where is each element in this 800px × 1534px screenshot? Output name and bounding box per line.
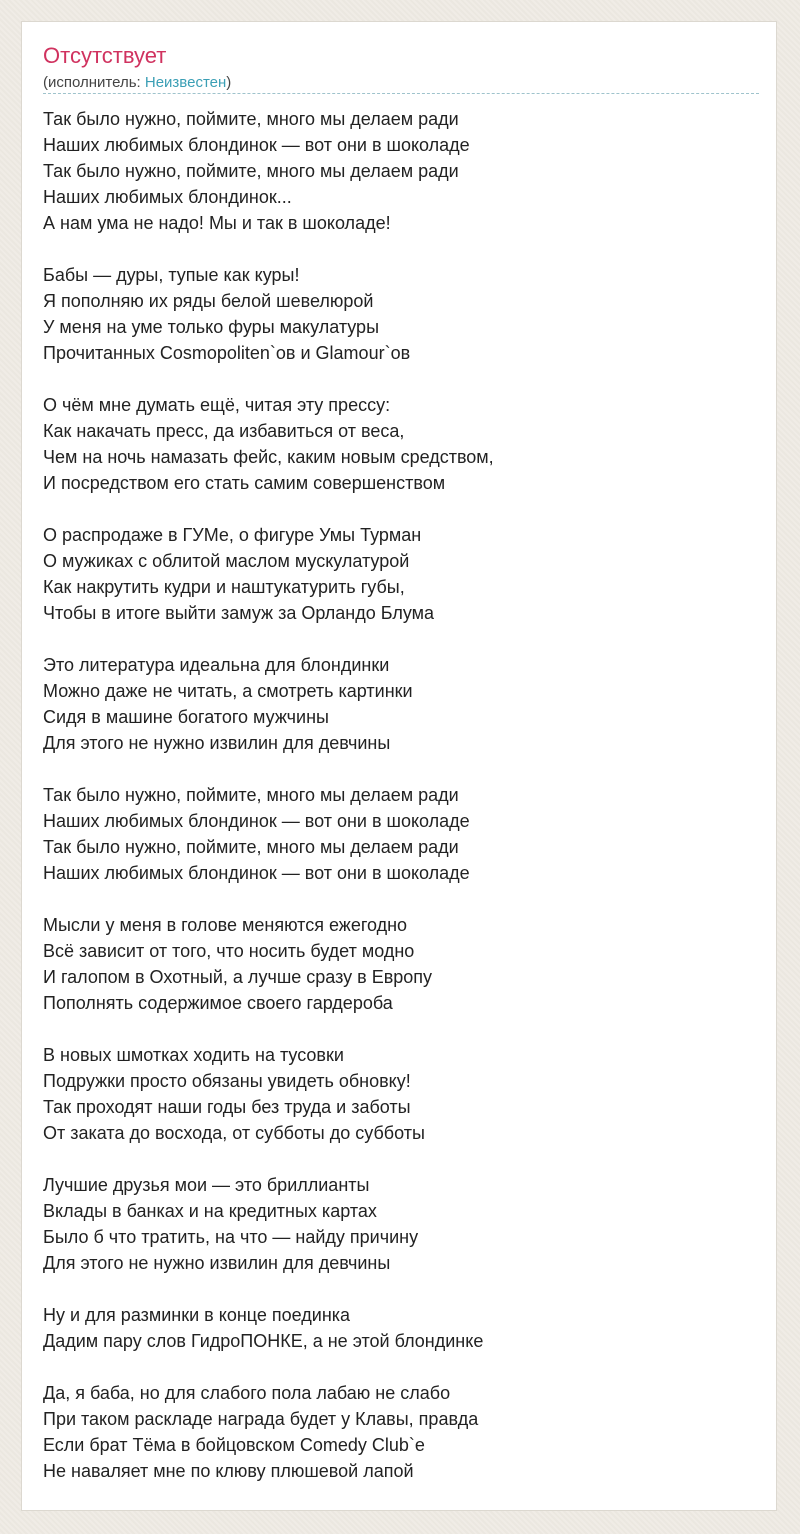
lyrics-line: О мужиках с облитой маслом мускулатурой <box>43 551 410 571</box>
lyrics-stanza <box>43 1302 759 1354</box>
lyrics-line: Пополнять содержимое своего гардероба <box>43 993 393 1013</box>
lyrics-line: Вклады в банках и на кредитных картах <box>43 1201 377 1221</box>
artist-suffix: ) <box>226 74 232 91</box>
lyrics-line: Не наваляет мне по клюву плюшевой лапой <box>43 1461 414 1481</box>
lyrics-line: От заката до восхода, от субботы до субботы <box>43 1123 425 1143</box>
lyrics-card <box>21 21 777 1511</box>
lyrics-line: Всё зависит от того, что носить будет модно <box>43 941 415 961</box>
artist-link[interactable]: Неизвестен <box>144 74 227 91</box>
lyrics-line: Я пополняю их ряды белой шевелюрой <box>43 291 374 311</box>
lyrics-line: Ну и для разминки в конце поединка <box>43 1305 351 1325</box>
lyrics-line: Так было нужно, поймите, много мы делаем ради <box>43 785 459 805</box>
lyrics-line: А нам ума не надо! Мы и так в шоколаде! <box>43 213 391 233</box>
lyrics-line: Для этого не нужно извилин для девчины <box>43 1253 391 1273</box>
lyrics-line: При таком раскладе награда будет у Клавы, правда <box>43 1409 479 1429</box>
lyrics-line: Прочитанных Cosmopoliten`ов и Glamour`ов <box>43 343 411 363</box>
lyrics-stanza <box>43 392 759 496</box>
lyrics-line: И посредством его стать самим совершенством <box>43 473 446 493</box>
lyrics-stanza <box>43 1380 759 1484</box>
lyrics-stanza <box>43 522 759 626</box>
lyrics-line: Так было нужно, поймите, много мы делаем ради <box>43 109 459 129</box>
lyrics-stanza <box>43 912 759 1016</box>
lyrics-line: Как накрутить кудри и наштукатурить губы, <box>43 577 405 597</box>
lyrics-line: Можно даже не читать, а смотреть картинки <box>43 681 413 701</box>
lyrics-line: У меня на уме только фуры макулатуры <box>43 317 380 337</box>
lyrics-line: Так проходят наши годы без труда и заботы <box>43 1097 411 1117</box>
lyrics-line: Так было нужно, поймите, много мы делаем ради <box>43 161 459 181</box>
lyrics-line: Дадим пару слов ГидроПОНКЕ, а не этой блондинке <box>43 1331 484 1351</box>
lyrics-line: Так было нужно, поймите, много мы делаем ради <box>43 837 459 857</box>
lyrics-line: Да, я баба, но для слабого пола лабаю не слабо <box>43 1383 451 1403</box>
lyrics-line: Для этого не нужно извилин для девчины <box>43 733 391 753</box>
lyrics-line: Наших любимых блондинок — вот они в шоколаде <box>43 863 470 883</box>
lyrics-line: Лучшие друзья мои — это бриллианты <box>43 1175 370 1195</box>
song-title: Отсутствует <box>43 43 167 68</box>
lyrics-text <box>43 106 759 1510</box>
lyrics-line: Подружки просто обязаны увидеть обновку! <box>43 1071 411 1091</box>
lyrics-line: В новых шмотках ходить на тусовки <box>43 1045 344 1065</box>
lyrics-line: Наших любимых блондинок — вот они в шоколаде <box>43 135 470 155</box>
lyrics-line: О распродаже в ГУМе, о фигуре Умы Турман <box>43 525 422 545</box>
lyrics-line: Сидя в машине богатого мужчины <box>43 707 329 727</box>
lyrics-stanza <box>43 262 759 366</box>
lyrics-line: Бабы — дуры, тупые как куры! <box>43 265 300 285</box>
lyrics-line: О чём мне думать ещё, читая эту прессу: <box>43 395 391 415</box>
lyrics-line: Чем на ночь намазать фейс, каким новым средством, <box>43 447 494 467</box>
lyrics-line: Было б что тратить, на что — найду причину <box>43 1227 419 1247</box>
lyrics-line: И галопом в Охотный, а лучше сразу в Европу <box>43 967 433 987</box>
lyrics-line: Наших любимых блондинок... <box>43 187 292 207</box>
lyrics-stanza <box>43 1172 759 1276</box>
lyrics-line: Как накачать пресс, да избавиться от веса, <box>43 421 405 441</box>
lyrics-stanza <box>43 106 759 236</box>
lyrics-line: Мысли у меня в голове меняются ежегодно <box>43 915 408 935</box>
artist-line <box>43 73 231 93</box>
lyrics-line: Наших любимых блондинок — вот они в шоколаде <box>43 811 470 831</box>
lyrics-line: Это литература идеальна для блондинки <box>43 655 390 675</box>
lyrics-stanza <box>43 652 759 756</box>
lyrics-stanza <box>43 782 759 886</box>
lyrics-stanza <box>43 1042 759 1146</box>
lyrics-line: Чтобы в итоге выйти замуж за Орландо Блума <box>43 603 435 623</box>
lyrics-line: Если брат Тёма в бойцовском Comedy Club`е <box>43 1435 425 1455</box>
header-divider <box>43 93 759 94</box>
artist-prefix: (исполнитель: <box>43 74 145 91</box>
